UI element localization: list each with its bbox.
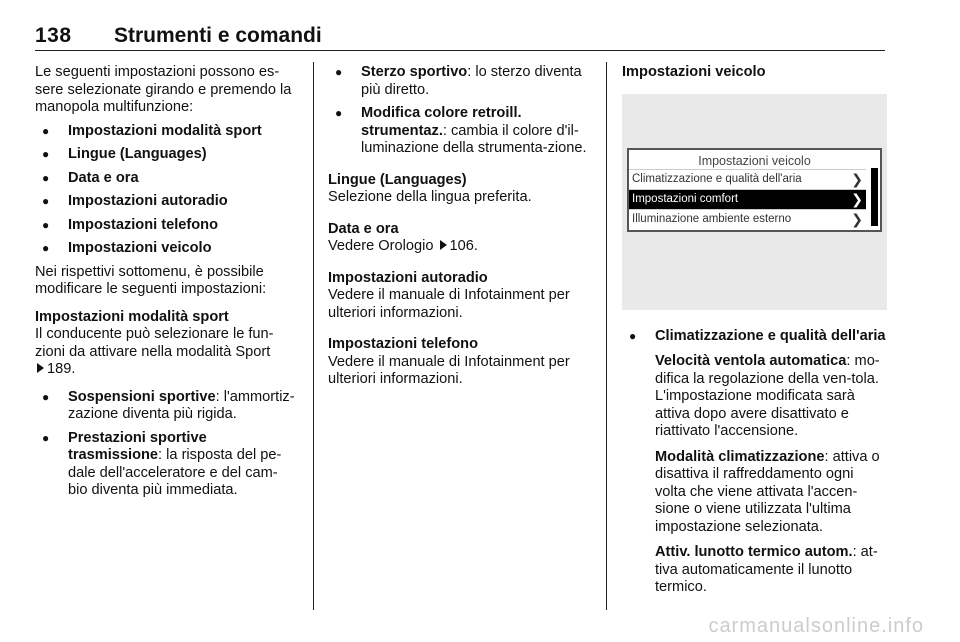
menu-item-comfort: Impostazioni comfort ❯ [629,189,866,209]
list-item: ● Impostazioni telefono [35,217,297,235]
list-item: ● Modifica colore retroill. strumentaz.: cambia il colore d'il-luminazione della strumenta-zione. [328,105,593,158]
page-reference: 189. [47,361,76,377]
column-middle [328,64,593,399]
watermark: carmanualsonline.info [708,615,924,637]
list-item: ● Data e ora [35,170,297,188]
page-reference-icon [37,363,44,373]
section-heading: Lingue (Languages) [328,171,467,188]
scrollbar [871,168,878,226]
telefono-section: Impostazioni telefono Vedere il manuale di Infotainment per ulteriori informazioni. [328,336,593,389]
chevron-right-icon: ❯ [851,170,863,187]
column-right [622,64,887,603]
list-item: ● Prestazioni sportive trasmissione: la risposta del pe-dale dell'acceleratore e del cam-bio diventa più immediata. [35,430,297,500]
settings-list [35,123,297,258]
section-heading: Data e ora [328,220,399,237]
sport-description: Il conducente può selezionare le fun-zioni da attivare nella modalità Sport [35,326,274,360]
page-header [35,24,885,51]
list-item: ● Lingue (Languages) [35,146,297,164]
vehicle-settings-list [622,328,887,597]
page-reference-icon [440,240,447,250]
list-item: ● Impostazioni modalità sport [35,123,297,141]
section-heading: Impostazioni modalità sport [35,308,229,325]
list-item: ● Sospensioni sportive: l'ammortiz-zazione diventa più rigida. [35,389,297,424]
page-reference: 106. [449,238,478,254]
chevron-right-icon: ❯ [851,210,863,227]
page-number: 138 [35,24,72,47]
column-divider [606,62,607,610]
display-title: Impostazioni veicolo [698,153,811,168]
column-left [35,64,297,506]
autoradio-section: Impostazioni autoradio Vedere il manuale di Infotainment per ulteriori informazioni. [328,270,593,323]
menu-item-lighting: Illuminazione ambiente esterno ❯ [629,209,866,229]
list-item: ● Climatizzazione e qualità dell'aria Velocità ventola automatica: mo-difica la regolazione della ven-tola. L'impostazione modificata sarà attiva dopo avere disattivato e riattivato l'accensione. Modalità climatizzazione: attiva o disattiva il raffreddamento ogni volta che viene attivata l'accen-sione o viene utilizzata l'ultima impostazione selezionata. Attiv. lunotto termico autom.: at-tiva automaticamente il lunotto termico. [622,328,887,597]
list-item: ● Sterzo sportivo: lo sterzo diventa più diretto. [328,64,593,99]
lingue-section: Lingue (Languages) Selezione della lingua preferita. [328,172,593,207]
display-panel [627,148,882,232]
menu-item-climate: Climatizzazione e qualità dell'aria ❯ [629,169,866,189]
data-ora-section: Data e ora Vedere Orologio 106. [328,221,593,256]
list-item: ● Impostazioni autoradio [35,193,297,211]
list-item: ● Impostazioni veicolo [35,240,297,258]
sport-options-list [35,389,297,500]
vehicle-settings-screenshot [622,94,887,310]
chevron-right-icon: ❯ [851,190,863,207]
section-heading: Impostazioni autoradio [328,269,488,286]
intro-text: Le seguenti impostazioni possono es-sere selezionate girando e premendo la manopola multifunzione: [35,64,292,115]
submenu-text: Nei rispettivi sottomenu, è possibile modificare le seguenti impostazioni: [35,263,267,297]
page-title: Strumenti e comandi [114,24,322,47]
sport-section [35,309,297,379]
column-divider [313,62,314,610]
section-heading: Impostazioni telefono [328,336,478,352]
sport-options-list-continued [328,64,593,158]
section-heading: Impostazioni veicolo [622,64,766,80]
